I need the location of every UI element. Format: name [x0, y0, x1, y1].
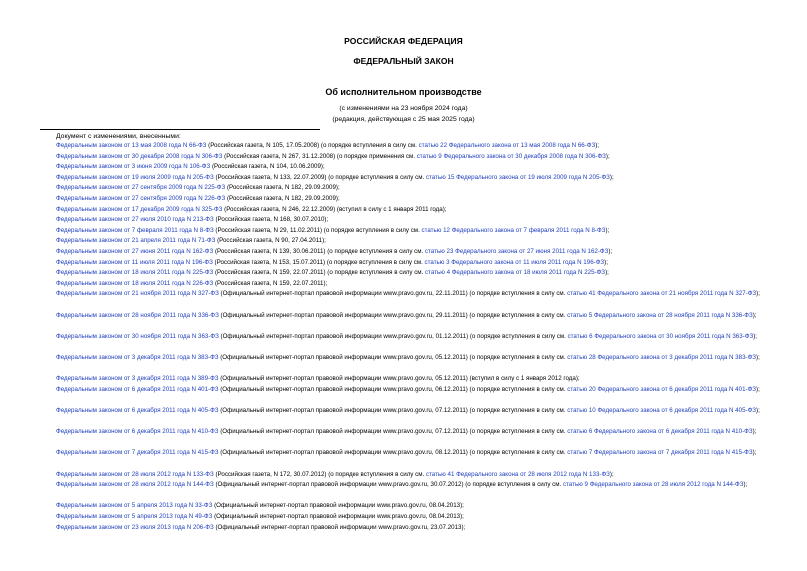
amendment-item [40, 448, 770, 459]
amendment-info: (Официальный интернет-портал правовой информации www.pravo.gov.ru, 23.07.2013); [213, 523, 466, 531]
amendment-info: (Официальный интернет-портал правовой информации www.pravo.gov.ru, 08.04.2013); [212, 502, 464, 510]
amendment-law-link[interactable]: Федеральным законом от 30 ноября 2011 года N 363-ФЗ [56, 332, 219, 340]
amendment-item [40, 332, 770, 343]
amendment-info: (Российская газета, N 246, 22.12.2009) (вступил в силу с 1 января 2011 года); [222, 205, 447, 213]
amendment-item [40, 226, 770, 237]
amendment-item [40, 427, 770, 438]
amendment-item [40, 194, 770, 205]
amendment-info: (Официальный интернет-портал правовой информации www.pravo.gov.ru, 05.12.2011) (вступил в силу с 1 января 2012 года); [218, 375, 580, 383]
amendment-info: (Российская газета, N 139, 30.06.2011) (о порядке вступления в силу см. [213, 248, 425, 255]
amendment-law-link[interactable]: Федеральным законом от 11 июля 2011 года N 196-ФЗ [56, 258, 213, 266]
amendment-item [40, 501, 770, 512]
amendment-item [40, 162, 770, 173]
amendment-end: ); [595, 142, 600, 149]
amendment-info: (Российская газета, N 90, 27.04.2011); [215, 237, 326, 245]
amendment-end: ); [756, 385, 760, 393]
doc-with-changes-label: Документ с изменениями, внесенными: [56, 133, 181, 140]
amendment-ref-link[interactable]: статью 6 Федерального закона от 30 ноября 2011 года N 363-ФЗ [567, 332, 754, 340]
amendment-info: (Официальный интернет-портал правовой информации www.pravo.gov.ru, 29.11.2011) (о порядке вступления в силу см. [218, 311, 568, 319]
amendment-item [40, 205, 770, 216]
amendment-item [40, 311, 770, 322]
amendment-info: (Официальный интернет-портал правовой информации www.pravo.gov.ru, 22.11.2011) (о порядке вступления в силу см. [218, 290, 568, 298]
amendment-end: ); [604, 258, 608, 266]
amendment-end: ); [752, 449, 757, 457]
amendment-item [40, 279, 770, 290]
amendment-law-link[interactable]: Федеральным законом от 28 ноября 2011 года N 336-ФЗ [56, 311, 219, 319]
amendment-info: (Российская газета, N 182, 29.09.2009); [225, 184, 340, 192]
edition-note: (редакция, действующая с 25 мая 2025 года) [332, 116, 475, 123]
amendment-ref-link[interactable]: статью 3 Федерального закона от 11 июля 2011 года N 196-ФЗ [424, 258, 605, 266]
amendment-law-link[interactable]: Федеральным законом от 27 сентября 2009 года N 225-ФЗ [56, 184, 226, 192]
amendment-law-link[interactable]: Федеральным законом от 30 декабря 2008 года N 306-ФЗ [56, 152, 223, 160]
amendment-item [40, 289, 770, 300]
divider [40, 129, 320, 130]
amendment-item [40, 470, 770, 481]
amendment-item [40, 353, 770, 364]
page-title: Об исполнительном производстве [325, 87, 482, 97]
amendment-info: (Официальный интернет-портал правовой информации www.pravo.gov.ru, 07.12.2011) (о порядке вступления в силу см. [218, 428, 568, 436]
amendment-law-link[interactable]: Федеральным законом от 6 декабря 2011 года N 401-ФЗ [56, 385, 219, 393]
amendment-law-link[interactable]: Федеральным законом от 3 июня 2009 года N 106-ФЗ [56, 163, 211, 171]
amendment-ref-link[interactable]: статью 6 Федерального закона от 6 декабря 2011 года N 410-ФЗ [567, 428, 753, 436]
amendment-law-link[interactable]: Федеральным законом от 21 ноября 2011 года N 327-ФЗ [56, 290, 219, 298]
amendment-info: (Российская газета, N 182, 29.09.2009); [225, 195, 340, 202]
amendment-law-link[interactable]: Федеральным законом от 13 мая 2008 года N 66-ФЗ [56, 142, 207, 149]
amendment-info: (Российская газета, N 105, 17.05.2008) (о порядке вступления в силу см. [206, 142, 419, 149]
country-heading: РОССИЙСКАЯ ФЕДЕРАЦИЯ [344, 36, 463, 46]
amendment-info: (Официальный интернет-портал правовой информации www.pravo.gov.ru, 30.07.2012) (о порядке вступления в силу см. [213, 481, 563, 489]
amendment-end: ); [743, 481, 748, 489]
amendment-law-link[interactable]: Федеральным законом от 18 июля 2011 года N 226-ФЗ [56, 279, 214, 287]
changes-note: (с изменениями на 23 ноября 2024 года) [339, 105, 468, 112]
amendment-end: ); [753, 332, 757, 340]
amendment-end: ); [605, 226, 610, 234]
amendment-info: (Российская газета, N 168, 30.07.2010); [213, 216, 329, 224]
amendment-law-link[interactable]: Федеральным законом от 3 декабря 2011 года N 383-ФЗ [56, 354, 219, 361]
amendment-info: (Российская газета, N 267, 31.12.2008) (о порядке применения см. [222, 152, 417, 160]
amendment-end: ); [756, 290, 760, 298]
amendment-law-link[interactable]: Федеральным законом от 5 апреля 2013 года N 33-ФЗ [56, 502, 213, 510]
amendment-ref-link[interactable]: статью 7 Федерального закона от 7 декабря 2011 года N 415-ФЗ [567, 449, 753, 457]
amendment-item [40, 374, 770, 385]
amendment-end: ); [756, 354, 760, 361]
amendment-item [40, 523, 770, 534]
amendment-ref-link[interactable]: статью 20 Федерального закона от 6 декабря 2011 года N 401-ФЗ [567, 385, 757, 393]
amendment-item [40, 173, 770, 184]
amendment-info: (Российская газета, N 104, 10.06.2009); [210, 163, 325, 171]
amendment-info: (Официальный интернет-портал правовой информации www.pravo.gov.ru, 07.12.2011) (о порядке вступления в силу см. [218, 407, 568, 414]
amendment-ref-link[interactable]: статью 23 Федерального закона от 27 июня 2011 года N 162-ФЗ [424, 248, 609, 255]
amendment-law-link[interactable]: Федеральным законом от 19 июля 2009 года N 205-ФЗ [56, 173, 214, 181]
amendment-info: (Российская газета, N 133, 22.07.2009) (о порядке вступления в силу см. [213, 173, 426, 181]
amendment-ref-link[interactable]: статью 15 Федерального закона от 19 июля 2009 года N 205-ФЗ [425, 173, 610, 181]
amendment-item [40, 183, 770, 194]
amendment-law-link[interactable]: Федеральным законом от 27 июня 2011 года N 162-ФЗ [56, 248, 214, 255]
amendment-ref-link[interactable]: статью 41 Федерального закона от 21 ноября 2011 года N 327-ФЗ [567, 290, 757, 298]
amendment-item [40, 152, 770, 163]
amendment-item [40, 268, 770, 279]
amendment-ref-link[interactable]: статью 12 Федерального закона от 7 февраля 2011 года N 8-ФЗ [421, 226, 606, 234]
amendment-ref-link[interactable]: статью 41 Федерального закона от 28 июля 2012 года N 133-ФЗ [425, 470, 610, 478]
amendment-law-link[interactable]: Федеральным законом от 5 апреля 2013 года N 49-ФЗ [56, 513, 213, 520]
amendment-end: ); [752, 311, 757, 319]
doc-type-heading: ФЕДЕРАЛЬНЫЙ ЗАКОН [353, 56, 454, 66]
amendment-item [40, 141, 770, 152]
amendment-law-link[interactable]: Федеральным законом от 28 июля 2012 года N 144-ФЗ [56, 481, 214, 489]
amendment-law-link[interactable]: Федеральным законом от 7 декабря 2011 года N 415-ФЗ [56, 449, 219, 457]
amendment-end: ); [605, 269, 609, 277]
amendment-end: ); [756, 407, 760, 414]
amendment-end: ); [609, 470, 614, 478]
amendment-law-link[interactable]: Федеральным законом от 6 декабря 2011 года N 410-ФЗ [56, 428, 219, 436]
amendment-item [40, 215, 770, 226]
amendment-end: ); [608, 248, 613, 255]
amendment-law-link[interactable]: Федеральным законом от 28 июля 2012 года N 133-ФЗ [56, 470, 214, 478]
amendment-law-link[interactable]: Федеральным законом от 7 февраля 2011 года N 8-ФЗ [56, 226, 214, 234]
amendment-info: (Официальный интернет-портал правовой информации www.pravo.gov.ru, 06.12.2011) (о порядке вступления в силу см. [218, 385, 568, 393]
amendment-end: ); [752, 428, 757, 436]
amendment-ref-link[interactable]: статью 10 Федерального закона от 6 декабря 2011 года N 405-ФЗ [567, 407, 757, 414]
amendment-info: (Российская газета, N 159, 22.07.2011); [213, 279, 328, 287]
amendment-ref-link[interactable]: статью 9 Федерального закона от 30 декабря 2008 года N 306-ФЗ [416, 152, 606, 160]
amendment-end: ); [605, 152, 610, 160]
amendment-item [40, 406, 770, 417]
amendment-law-link[interactable]: Федеральным законом от 23 июля 2013 года N 206-ФЗ [56, 523, 214, 531]
amendment-item [40, 236, 770, 247]
amendment-info: (Официальный интернет-портал правовой информации www.pravo.gov.ru, 05.12.2011) (о порядке вступления в силу см. [218, 354, 568, 361]
amendment-info: (Официальный интернет-портал правовой информации www.pravo.gov.ru, 08.12.2011) (о порядке вступления в силу см. [218, 449, 568, 457]
amendment-law-link[interactable]: Федеральным законом от 6 декабря 2011 года N 405-ФЗ [56, 407, 219, 414]
amendment-end: ); [609, 173, 614, 181]
amendment-ref-link[interactable]: статью 28 Федерального закона от 3 декабря 2011 года N 383-ФЗ [567, 354, 757, 361]
amendment-law-link[interactable]: Федеральным законом от 27 сентября 2009 года N 226-ФЗ [56, 195, 226, 202]
amendment-law-link[interactable]: Федеральным законом от 18 июля 2011 года N 225-ФЗ [56, 269, 214, 277]
amendment-item [40, 385, 770, 396]
amendment-info: (Российская газета, N 159, 22.07.2011) (о порядке вступления в силу см. [213, 269, 425, 277]
amendment-info: (Российская газета, N 172, 30.07.2012) (о порядке вступления в силу см. [213, 470, 426, 478]
amendment-ref-link[interactable]: статью 4 Федерального закона от 18 июля 2011 года N 225-ФЗ [424, 269, 606, 277]
amendment-law-link[interactable]: Федеральным законом от 3 декабря 2011 года N 389-ФЗ [56, 375, 219, 383]
amendment-item [40, 247, 770, 258]
amendment-info: (Официальный интернет-портал правовой информации www.pravo.gov.ru, 08.04.2013); [212, 513, 464, 520]
amendment-item [40, 512, 770, 523]
amendment-ref-link[interactable]: статью 9 Федерального закона от 28 июля 2012 года N 144-ФЗ [562, 481, 744, 489]
amendment-info: (Российская газета, N 153, 15.07.2011) (о порядке вступления в силу см. [212, 258, 425, 266]
amendment-item [40, 258, 770, 269]
amendment-law-link[interactable]: Федеральным законом от 17 декабря 2009 года N 325-ФЗ [56, 205, 223, 213]
amendment-info: (Официальный интернет-портал правовой информации www.pravo.gov.ru, 01.12.2011) (о порядке вступления в силу см. [218, 332, 568, 340]
amendment-info: (Российская газета, N 29, 11.02.2011) (о порядке вступления в силу см. [213, 226, 422, 234]
amendment-item [40, 480, 770, 491]
amendment-law-link[interactable]: Федеральным законом от 27 июля 2010 года N 213-ФЗ [56, 216, 214, 224]
amendment-ref-link[interactable]: статью 22 Федерального закона от 13 мая 2008 года N 66-ФЗ [418, 142, 596, 149]
amendment-law-link[interactable]: Федеральным законом от 21 апреля 2011 года N 71-ФЗ [56, 237, 216, 245]
amendment-ref-link[interactable]: статью 5 Федерального закона от 28 ноября 2011 года N 336-ФЗ [567, 311, 753, 319]
